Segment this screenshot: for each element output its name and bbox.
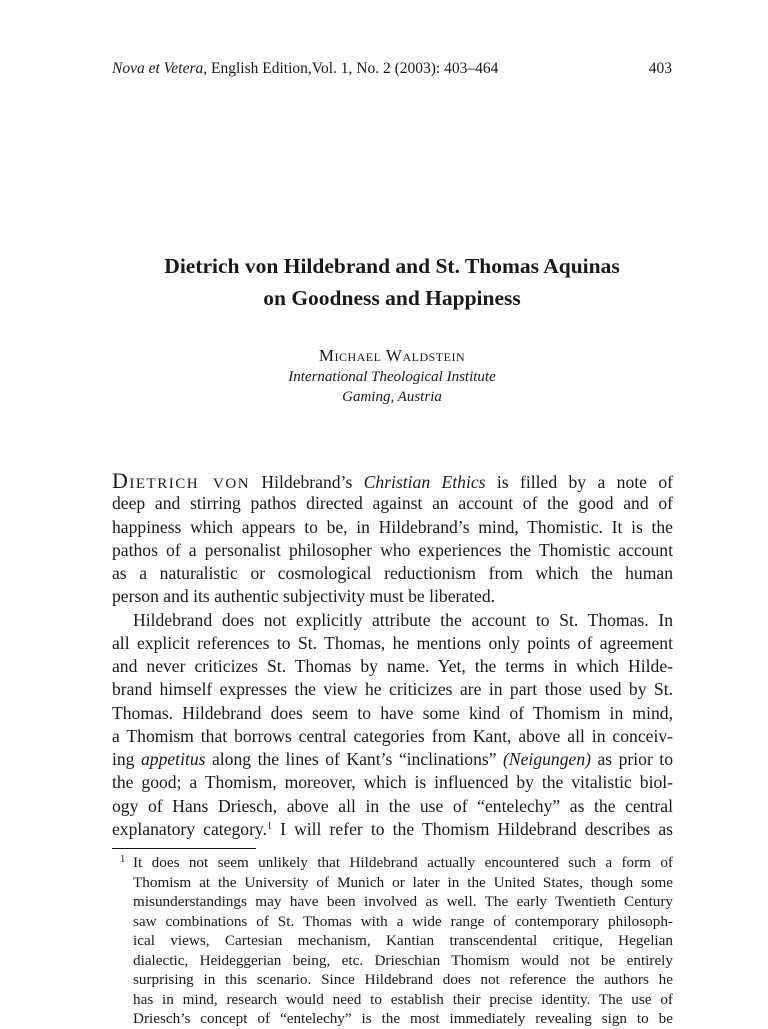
body-line: Thomas. Hildebrand does seem to have some kind of Thomism in mind, <box>112 702 673 723</box>
author-affiliation: International Theological Institute <box>288 369 496 385</box>
body-line: happiness which appears to be, in Hildebrand’s mind, Thomistic. It is the <box>112 516 673 537</box>
term-appetitus: appetitus <box>140 749 206 769</box>
footnote-divider <box>112 848 256 849</box>
author-name: Michael Waldstein <box>318 346 466 365</box>
running-header-citation <box>112 59 498 79</box>
body-line: deep and stirring pathos directed against an account of the good and of <box>112 493 673 514</box>
article-body <box>112 469 673 841</box>
footnote-line: dialectic, Heideggerian being, etc. Drieschian Thomism would not be entirely <box>133 951 673 969</box>
body-text-span: is filled by a note of <box>485 472 673 492</box>
title-block <box>112 250 672 407</box>
body-line: and never criticizes St. Thomas by name. Yet, the terms in which Hilde- <box>112 656 673 676</box>
opening-small-caps: Dietrich von <box>112 468 251 493</box>
body-text-span: I will refer to the Thomism Hildebrand describes as <box>271 818 673 839</box>
article-title-line-2: on Goodness and Happiness <box>263 286 521 310</box>
article-title-line-1: Dietrich von Hildebrand and St. Thomas Aquinas <box>164 254 620 278</box>
body-text-span: explanatory category. <box>112 818 267 839</box>
footnote-text: It does not seem unlikely that Hildebrand actually encountered such a form of <box>133 854 673 871</box>
body-text-span: ing <box>112 749 141 769</box>
author-location: Gaming, Austria <box>342 389 442 405</box>
page-number: 403 <box>648 60 672 77</box>
body-line: person and its authentic subjectivity must be liberated. <box>112 586 496 607</box>
footnote-line: Driesch’s concept of “entelechy” is the most immediately revealing sign to be <box>133 1010 673 1027</box>
body-line: ogy of Hans Driesch, above all in the use of “entelechy” as the central <box>112 795 673 816</box>
body-line: the good; a Thomism, moreover, which is influenced by the vitalistic biol- <box>112 772 673 793</box>
body-line <box>112 818 673 841</box>
term-neigungen: (Neigungen) <box>503 749 591 769</box>
body-line <box>112 748 673 771</box>
journal-edition: English Edition,Vol. 1, No. 2 (2003): 403–464 <box>211 60 499 77</box>
body-line: pathos of a personalist philosopher who experiences the Thomistic account <box>112 539 673 560</box>
footnote-number: 1 <box>120 854 126 865</box>
footnote-reference[interactable]: 1 <box>266 820 272 832</box>
footnote-line: Thomism at the University of Munich or later in the United States, though some <box>133 873 673 891</box>
footnote-line: ical views, Cartesian mechanism, Kantian transcendental critique, Hegelian <box>133 932 673 949</box>
footnote-line: surprising in this scenario. Since Hildebrand does not reference the authors he <box>133 971 673 988</box>
body-text-span: Hildebrand’s <box>250 472 364 492</box>
footnote-line: has in mind, research would need to establish their precise identity. The use of <box>133 990 673 1008</box>
body-text-span: as prior to <box>590 749 673 769</box>
footnote-line: misunderstandings may have been involved as well. The early Twentieth Century <box>133 893 673 910</box>
body-line: all explicit references to St. Thomas, he mentions only points of agreement <box>112 632 673 653</box>
body-text-span: along the lines of Kant’s “inclinations” <box>205 749 504 769</box>
body-line: Hildebrand does not explicitly attribute the account to St. Thomas. In <box>133 609 673 630</box>
footnote-line: saw combinations of St. Thomas with a wide range of contemporary philosoph- <box>133 912 673 930</box>
body-line <box>112 469 673 492</box>
journal-title: Nova et Vetera, <box>112 60 208 77</box>
body-line: brand himself expresses the view he criticizes are in part those used by St. <box>112 679 673 700</box>
book-title-christian-ethics: Christian Ethics <box>363 472 486 492</box>
footnotes <box>112 853 673 1029</box>
body-line: as a naturalistic or cosmological reductionism from which the human <box>112 563 673 583</box>
footnote-line <box>112 853 673 873</box>
body-line: a Thomism that borrows central categories from Kant, above all in conceiv- <box>112 725 673 746</box>
